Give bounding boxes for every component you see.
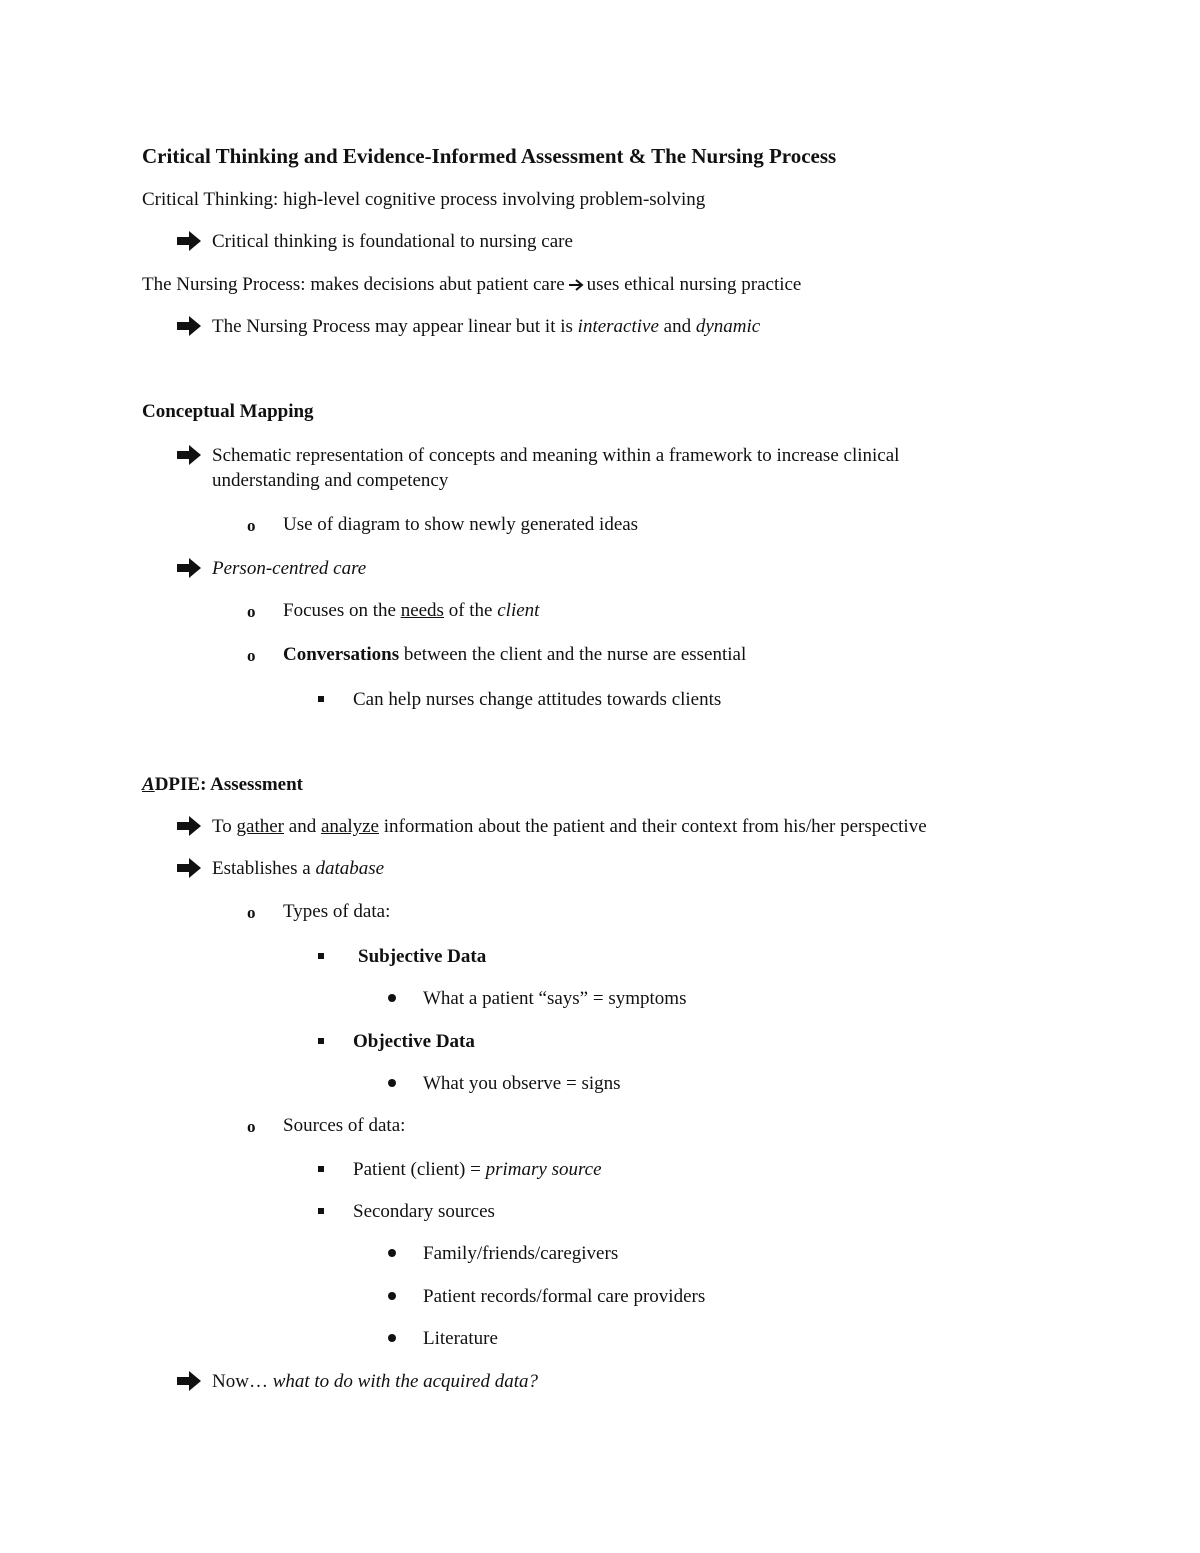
square-bullet-icon [318, 1166, 324, 1172]
np-bullet-dynamic: dynamic [695, 316, 761, 337]
np-bullet-and: and [658, 316, 696, 337]
circle-bullet: o [247, 903, 256, 922]
subjective-data: Subjective Data [358, 946, 487, 967]
nursing-process-bullet [212, 314, 760, 339]
conversations-rest: between the client and the nurse are essential [399, 644, 747, 665]
critical-thinking-bullet: Critical thinking is foundational to nursing care [212, 231, 573, 252]
right-arrow-icon [568, 278, 584, 292]
needs-text: needs [400, 600, 444, 621]
subjective-description: What a patient “says” = symptoms [423, 988, 687, 1009]
np-bullet-text: The Nursing Process may appear linear but it is [212, 316, 578, 337]
secondary-sources: Secondary sources [353, 1201, 495, 1222]
conversations-bold: Conversations [283, 644, 400, 665]
focuses-text: Focuses on the [283, 600, 401, 621]
arrow-bullet-icon [176, 230, 202, 252]
nursing-process-text-a: The Nursing Process: makes decisions abut patient care [142, 274, 565, 295]
conceptual-mapping-heading: Conceptual Mapping [142, 401, 314, 422]
dot-bullet-icon [388, 1249, 396, 1257]
arrow-bullet-icon [176, 815, 202, 837]
document-title: Critical Thinking and Evidence-Informed Assessment & The Nursing Process [142, 144, 837, 168]
now-text: Now… [212, 1371, 273, 1392]
square-bullet-icon [318, 953, 324, 959]
gather-analyze-bullet [212, 814, 927, 839]
attitudes-item: Can help nurses change attitudes towards clients [353, 689, 722, 710]
to-text: To [212, 816, 237, 837]
circle-bullet: o [247, 516, 256, 535]
arrow-bullet-icon [176, 857, 202, 879]
establishes-text: Establishes a [212, 858, 316, 879]
dot-bullet-icon [388, 1292, 396, 1300]
patient-source [353, 1157, 602, 1182]
conversations-sub-bullet [283, 642, 746, 667]
objective-data: Objective Data [353, 1031, 475, 1052]
database-text: database [315, 858, 385, 879]
now-bullet [212, 1369, 538, 1394]
arrow-bullet-icon [176, 315, 202, 337]
client-text: client [497, 600, 540, 621]
gather-text: gather [236, 816, 285, 837]
arrow-bullet-icon [176, 1370, 202, 1392]
objective-description: What you observe = signs [423, 1073, 621, 1094]
types-of-data: Types of data: [283, 901, 391, 922]
and-text: and [284, 816, 321, 837]
np-bullet-interactive: interactive [577, 316, 659, 337]
dot-bullet-icon [388, 1079, 396, 1087]
secondary-records: Patient records/formal care providers [423, 1286, 706, 1307]
schematic-bullet-line1: Schematic representation of concepts and meaning within a framework to increase clinical [212, 445, 900, 466]
arrow-bullet-icon [176, 444, 202, 466]
adpie-heading-rest: DPIE: Assessment [154, 774, 303, 795]
circle-bullet: o [247, 1117, 256, 1136]
of-the-text: of the [443, 600, 498, 621]
nursing-process-text-b: uses ethical nursing practice [586, 274, 802, 295]
adpie-heading-a: A [142, 774, 155, 795]
schematic-bullet-line2: understanding and competency [212, 470, 449, 491]
arrow-bullet-icon [176, 557, 202, 579]
circle-bullet: o [247, 602, 256, 621]
square-bullet-icon [318, 1208, 324, 1214]
dot-bullet-icon [388, 1334, 396, 1342]
nursing-process-definition [142, 272, 801, 297]
square-bullet-icon [318, 1038, 324, 1044]
information-text: information about the patient and their context from his/her perspective [378, 816, 927, 837]
primary-source-text: primary source [485, 1159, 602, 1180]
sources-of-data: Sources of data: [283, 1115, 406, 1136]
secondary-literature: Literature [423, 1328, 498, 1349]
patient-text: Patient (client) = [353, 1159, 486, 1180]
focuses-sub-bullet [283, 598, 539, 623]
critical-thinking-definition: Critical Thinking: high-level cognitive process involving problem-solving [142, 189, 706, 210]
circle-bullet: o [247, 646, 256, 665]
acquired-data-question: what to do with the acquired data? [272, 1371, 538, 1392]
dot-bullet-icon [388, 994, 396, 1002]
database-bullet [212, 856, 384, 881]
adpie-heading [142, 772, 303, 797]
person-centred-bullet: Person-centred care [212, 558, 367, 579]
diagram-sub-bullet: Use of diagram to show newly generated ideas [283, 514, 639, 535]
secondary-family: Family/friends/caregivers [423, 1243, 619, 1264]
analyze-text: analyze [320, 816, 379, 837]
square-bullet-icon [318, 696, 324, 702]
